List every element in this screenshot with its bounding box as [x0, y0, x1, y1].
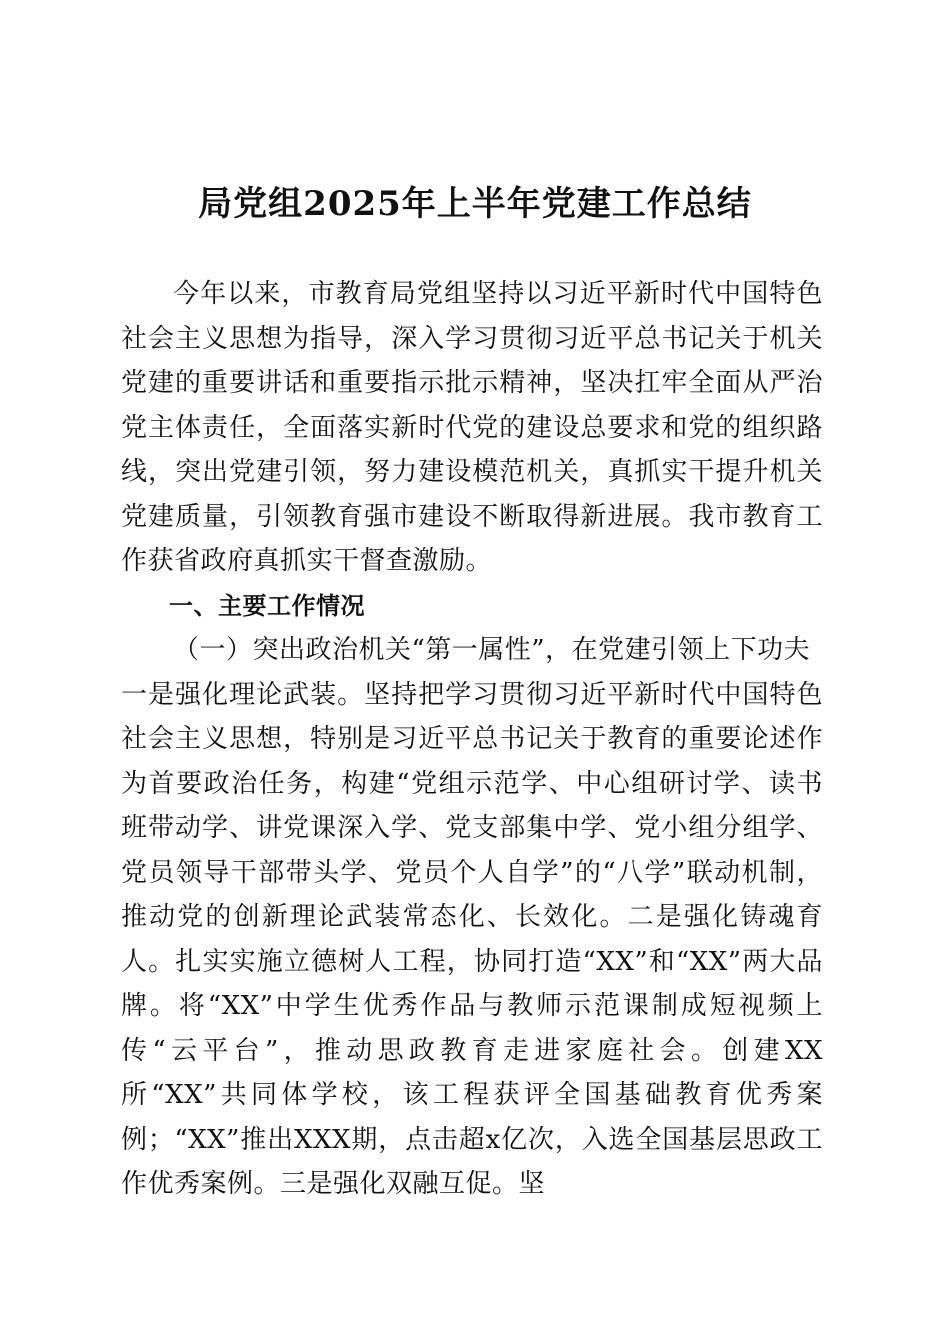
section-heading: 一、主要工作情况 [169, 591, 365, 620]
subsection-heading: （一）突出政治机关“第一属性”，在党建引领上下功夫 [173, 635, 811, 665]
document-title: 局党组2025年上半年党建工作总结 [198, 184, 752, 224]
intro-paragraph: 今年以来，市教育局党组坚持以习近平新时代中国特色社会主义思想为指导，深入学习贯彻习近平总书记关于机关党建的重要讲话和重要指示批示精神，坚决扛牢全面从严治党主体责任，全面落实新时代党的建设总要求和党的组织路线，突出党建引领，努力建设模范机关，真抓实干提升机关党建质量，引领教育强市建设不断取得新进展。我市教育工作获省政府真抓实干督查激励。 [121, 279, 823, 576]
document-body [121, 272, 823, 1207]
body-paragraph: 一是强化理论武装。坚持把学习贯彻习近平新时代中国特色社会主义思想，特别是习近平总书记关于教育的重要论述作为首要政治任务，构建“党组示范学、中心组研讨学、读书班带动学、讲党课深入学、党支部集中学、党小组分组学、党员领导干部带头学、党员个人自学”的“八学”联动机制，推动党的创新理论武装常态化、长效化。二是强化铸魂育人。扎实实施立德树人工程，协同打造“XX”和“XX”两大品牌。将“XX”中学生优秀作品与教师示范课制成短视频上传“云平台”，推动思政教育走进家庭社会。创建XX所“XX”共同体学校，该工程获评全国基础教育优秀案例；“XX”推出XXX期，点击超x亿次，入选全国基层思政工作优秀案例。三是强化双融互促。坚 [121, 679, 823, 1199]
